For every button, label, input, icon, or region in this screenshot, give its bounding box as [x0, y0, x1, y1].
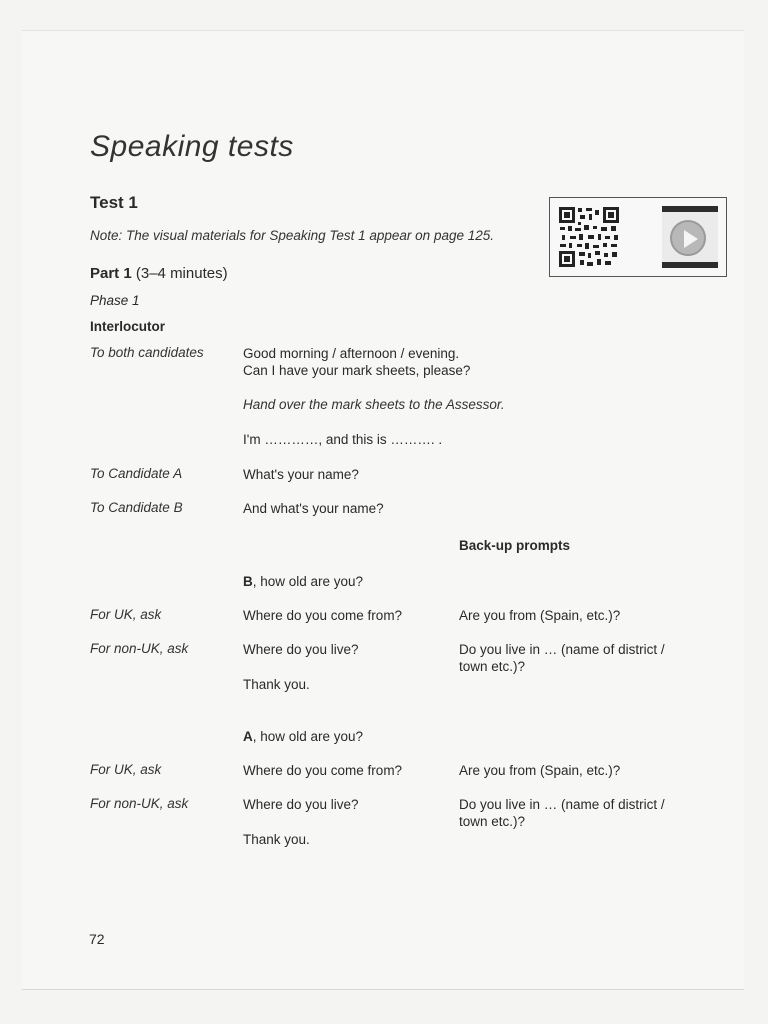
qr-code-icon[interactable]: [558, 206, 620, 268]
a-nonuk-backup-line-2: town etc.)?: [459, 814, 526, 829]
a-nonuk-backup-line-1: Do you live in … (name of district /: [459, 797, 665, 812]
test-heading: Test 1: [90, 193, 138, 212]
b-age-question: [243, 573, 363, 590]
video-thumbnail[interactable]: [662, 206, 718, 268]
b-uk-question: Where do you come from?: [243, 608, 403, 623]
part-heading: [90, 265, 228, 282]
a-thank-you: Thank you.: [243, 832, 310, 847]
part-label: Part 1: [90, 265, 132, 282]
b-nonuk-question: Where do you live?: [243, 642, 359, 657]
interlocutor-heading: Interlocutor: [90, 319, 166, 334]
age-question-text: , how old are you?: [252, 574, 364, 589]
candidate-b-name-question: And what's your name?: [243, 501, 384, 516]
backup-prompts-heading: Back-up prompts: [459, 538, 571, 553]
to-both-candidates-label: To both candidates: [90, 345, 204, 360]
media-box[interactable]: [549, 197, 727, 277]
candidate-a-name-question: What's your name?: [243, 467, 359, 482]
b-uk-label: For UK, ask: [90, 607, 162, 622]
mark-sheets-request: Can I have your mark sheets, please?: [243, 363, 471, 378]
a-age-question: [243, 728, 363, 745]
b-nonuk-backup-line-2: town etc.)?: [459, 659, 526, 674]
a-uk-backup: Are you from (Spain, etc.)?: [459, 763, 621, 778]
visual-materials-note: Note: The visual materials for Speaking Test 1 appear on page 125.: [90, 228, 494, 243]
candidate-letter: B: [243, 574, 253, 589]
page-title: Speaking tests: [90, 130, 294, 163]
greeting-line: Good morning / afternoon / evening.: [243, 346, 460, 361]
b-nonuk-backup-line-1: Do you live in … (name of district /: [459, 642, 665, 657]
b-thank-you: Thank you.: [243, 677, 310, 692]
a-uk-label: For UK, ask: [90, 762, 162, 777]
a-nonuk-label: For non-UK, ask: [90, 796, 189, 811]
part-duration: (3–4 minutes): [135, 265, 228, 282]
a-nonuk-question: Where do you live?: [243, 797, 359, 812]
to-candidate-b-label: To Candidate B: [90, 500, 183, 515]
to-candidate-a-label: To Candidate A: [90, 466, 183, 481]
a-uk-question: Where do you come from?: [243, 763, 403, 778]
phase-label: Phase 1: [90, 293, 140, 308]
introduction-line: I'm …………, and this is ………. .: [243, 432, 443, 447]
page-number: 72: [89, 931, 105, 947]
candidate-letter: A: [243, 729, 253, 744]
hand-over-instruction: Hand over the mark sheets to the Assessor.: [243, 397, 505, 412]
age-question-text: , how old are you?: [252, 729, 364, 744]
b-uk-backup: Are you from (Spain, etc.)?: [459, 608, 621, 623]
video-play-icon[interactable]: [670, 220, 706, 256]
b-nonuk-label: For non-UK, ask: [90, 641, 189, 656]
